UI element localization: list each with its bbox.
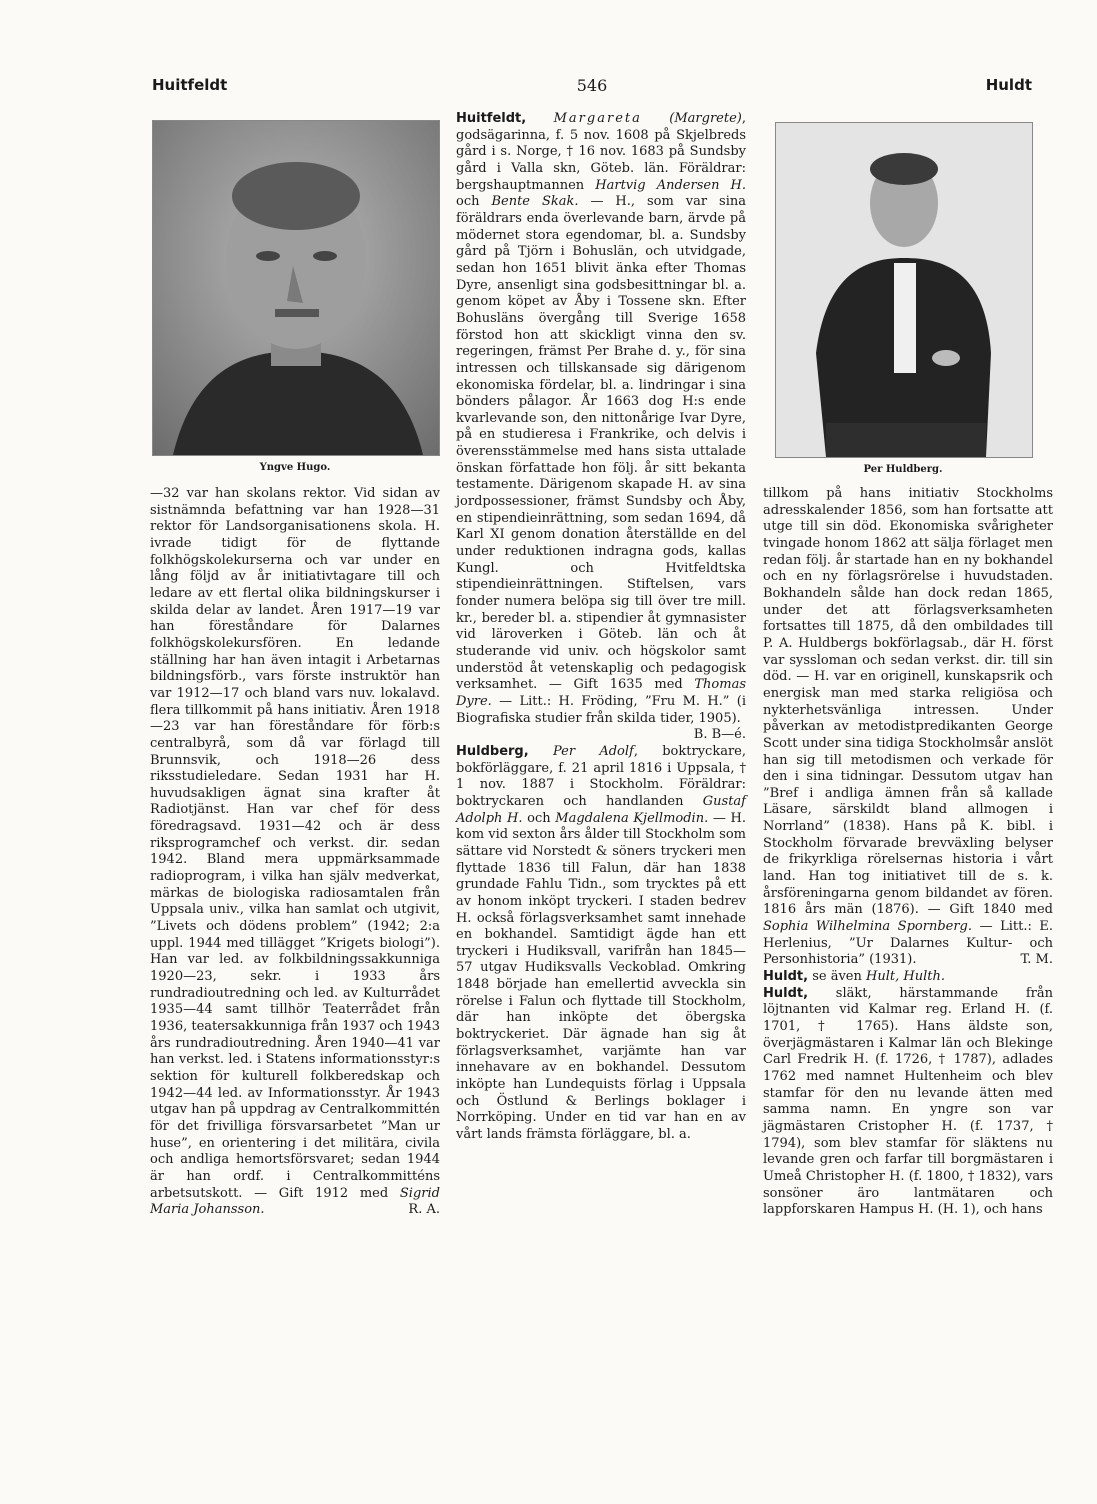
author-signature: R. A. — [408, 1202, 440, 1218]
entry-huitfeldt — [456, 111, 746, 744]
body-text: — H. kom vid sexton års ålder till Stockholm som sättare vid Norstedt & söners tryckeri men flyttade 1836 till Falun, där han 1838 grundade Fahlu Tidn., som trycktes på ett av honom inköpt tryckeri. I staden bedrev H. också förlagsverksamhet samt innehade en bokhandel. Samtidigt ägde han ett tryckeri i Hudiksvall, varifrån han 1845—57 utgav Hudiksvalls Veckoblad. Omkring 1848 började han emellertid avveckla sin rörelse i Falun och flyttade till Stockholm, där han inköpte det öbergska boktryckeriet. Där ägnade han sig åt förlagsverksamhet, varjämte han var innehavare av en bokhandel. Dessutom inköpte han Lundequists förlag i Uppsala och Östlund & Berlings boklager i Norrköping. Under en tid var han en av vårt lands främsta förläggare, bl. a. — [456, 810, 746, 1143]
entry-headword: Huldberg, — [456, 743, 529, 759]
page-number: 546 — [576, 76, 608, 95]
body-text: släkt, härstammande från löjtnanten vid Kalmar reg. Erland H. (f. 1701, † 1765). Hans äldste son, överjägmästaren i Kalmar län och Blekinge Carl Fredrik H. (f. 1726, † 1787), adlades 1762 med namnet Hultenheim och blev stamfar för den nu levande ätten med samma namn. En yngre son var jägmästaren Cristopher H. (f. 1737, † 1794), som blev stamfar för släktens nu levande gren och farfar till borgmästaren i Umeå Christopher H. (f. 1800, † 1832), vars sonsöner äro lantmätaren och lappforskaren Hampus H. (H. 1), och hans — [763, 985, 1053, 1218]
entry-headword: Huldt, — [763, 969, 809, 985]
spouse-name: Sophia Wilhelmina Spornberg. — [763, 919, 973, 935]
portrait-image — [153, 121, 439, 455]
author-signature: T. M. — [1020, 952, 1053, 968]
spouse-name: Sigrid Maria Johansson. — [150, 1185, 440, 1218]
body-text: , godsägarinna, f. 5 nov. 1608 på Skjelbreds gård i s. Norge, † 16 nov. 1683 på Sundsby gård i Valla skn, Göteb. län. Föräldrar: bergshauptmannen — [456, 111, 746, 193]
entry-forename: Per Adolf — [552, 743, 634, 759]
father-name: Hartvig Andersen H. — [595, 177, 747, 193]
spouse-name: Thomas Dyre. — [456, 677, 746, 709]
entry-huldt-crossref — [763, 969, 1053, 986]
paragraph — [150, 486, 440, 1219]
paragraph — [763, 486, 1053, 969]
portrait-photo-per-huldberg — [775, 122, 1033, 458]
conjunction: och — [456, 194, 480, 210]
text-column-left — [150, 486, 440, 1219]
body-text: , boktryckare, bokförläggare, f. 21 april 1816 i Uppsala, † 1 nov. 1887 i Stockholm. Föräldrar: boktryckaren och handlanden — [456, 743, 746, 809]
author-signature: B. B—é. — [693, 727, 746, 743]
mother-name: Magdalena Kjellmodin. — [555, 810, 709, 826]
page-header — [152, 76, 1032, 100]
body-text: se även — [812, 969, 862, 985]
running-head-right: Huldt — [985, 76, 1032, 94]
running-head-left: Huitfeldt — [152, 76, 228, 94]
entry-huldt-family — [763, 986, 1053, 1219]
mother-name: Bente Skak. — [491, 194, 579, 210]
photo-caption-right: Per Huldberg. — [863, 464, 943, 475]
literature-ref: — Litt.: H. Fröding, ”Fru M. H.” (i Biografiska studier från skilda tider, 1905). — [456, 693, 746, 726]
entry-huldberg — [456, 744, 746, 1144]
conjunction: och — [527, 810, 551, 826]
entry-headword: Huitfeldt, — [456, 111, 527, 126]
photo-caption-left: Yngve Hugo. — [259, 462, 331, 473]
portrait-image — [776, 123, 1032, 457]
body-text: — H., som var sina föräldrars enda överlevande barn, ärvde på mödernet stora egendomar, bl. a. Sundsby gård på Tjörn i Bohuslän, och utvidgade, sedan hon 1651 blivit änka efter Thomas Dyre, ansenligt sina godsbesittningar bl. a. genom köpet av Åby i Tossene skn. Efter Bohusläns övergång till Sverige 1658 förstod hon att skickligt vinna den sv. regeringen, främst Per Brahe d. y., för sina intressen och tillskansade sig därigenom ekonomiska fördelar, bl. a. lindringar i sina bönders pålagor. År 1663 dog H:s ende kvarlevande son, den nittonårige Ivar Dyre, på en studieresa i Frankrike, och delvis i överensstämmelse med hans sista uttalade önskan författade hon följ. år sitt bekanta testamente. Därigenom skapade H. av sina jordpossessioner, främst Sundsby och Åby, en stipendieinrättning, som sedan 1694, då Karl XI genom donation återställde en del under reduktionen indragna gods, kallas Kungl. och Hvitfeldtska stipendieinrättningen. Stiftelsen, vars fonder numera belöpa sig till över tre mill. kr., bereder bl. a. stipendier åt gymnasister vid läroverken i Göteb. län och åt studerande vid univ. och högskolor samt understöd åt vetenskaplig och pedagogisk verksamhet. — Gift 1635 med — [456, 194, 746, 693]
entry-headword: Huldt, — [763, 985, 809, 1001]
text-column-middle — [456, 111, 746, 1144]
cross-reference: Hult, Hulth. — [866, 969, 945, 985]
father-name: Gustaf Adolph H. — [456, 793, 746, 826]
entry-alt-name: (Margrete) — [669, 111, 742, 126]
text-column-right — [763, 486, 1053, 1219]
literature-ref: — Litt.: E. Herlenius, ”Ur Dalarnes Kultur- och Personhistoria” (1931). — [763, 919, 1054, 968]
portrait-photo-yngve-hugo — [152, 120, 440, 456]
body-text: tillkom på hans initiativ Stockholms adresskalender 1856, som han fortsatte att utge till sin död. Ekonomiska svårigheter tvingade honom 1862 att sälja förlaget men redan följ. år startade han en ny bokhandel och en ny förlagsrörelse i huvudstaden. Bokhandeln sålde han dock redan 1865, under det att förlagsverksamheten fortsattes till 1875, då den ombildades till P. A. Huldbergs bokförlagsab., där H. först var syssloman och sedan verkst. dir. till sin död. — H. var en originell, kunskapsrik och energisk man med starka religiösa och nykterhetsvänliga intressen. Under påverkan av metodistpredikanten George Scott under sina tidiga Stockholmsår anslöt han sig till metodismen och verkade för den i sina tidningar. Dessutom utgav han ”Bref i andliga ämnen från så kallade Läsare, särskildt bland allmogen i Norrland” (1838). Hans på K. bibl. i Stockholm förvarade brevväxling belyser de frikyrkliga rörelsernas historia i vårt land. Han tog initiativet till de s. k. årsföreningarna genom bildandet av fören. 1816 års män (1876). — Gift 1840 med — [763, 486, 1053, 918]
entry-forename: Margareta — [553, 111, 642, 126]
body-text: —32 var han skolans rektor. Vid sidan av sistnämnda befattning var han 1928—31 rektor för Landsorganisationens skola. H. ivrade tidigt för de flyttande folkhögskolekurserna och var under en lång följd av år initiativtagare till och ledare av ett flertal olika bildningskurser i skilda delar av landet. Åren 1917—19 var han föreståndare för Dalarnes folkhögskolekursfören. En ledande ställning har han även intagit i Arbetarnas bildningsförb., vars förste instruktör han var 1912—17 och bland vars nuv. lokalavd. flera tillkommit på hans initiativ. Åren 1918—23 var han föreståndare för förb:s centralbyrå, som då var förlagd till Brunnsvik, och 1918—26 dess riksstudieledare. Sedan 1931 har H. huvudsakligen ägnat sina krafter åt Radiotjänst. Han var chef för dess föredragsavd. 1931—42 och är dess riksprogramchef och verkst. dir. sedan 1942. Bland mera uppmärksammade radioprogram, i vilka han själv medverkat, märkas de biologiska radiosamtalen från Uppsala univ., vilka han samlat och utgivit, ”Livets och dödens problem” (1942; 2:a uppl. 1944 med tillägget ”Krigets biologi”). Han var led. av folkbildningssakkunniga 1920—23, sekr. i 1933 års rundradioutredning och led. av Kulturrådet 1935—44 samt tillhör Teaterrådet från 1936, teatersakkunniga från 1937 och 1943 års rundradioutredning. Åren 1940—41 var han verkst. led. i Statens informationsstyr:s sektion för kulturell folkberedskap och 1942—44 led. av Informationsstyr. År 1943 utgav han på uppdrag av Centralkommittén för det frivilliga försvarsarbetet ”Man ur huse”, en orientering i det militära, civila och andliga hemortsförsvaret; sedan 1944 är han ordf. i Centralkommitténs arbetsutskott. — Gift 1912 med — [150, 486, 440, 1201]
